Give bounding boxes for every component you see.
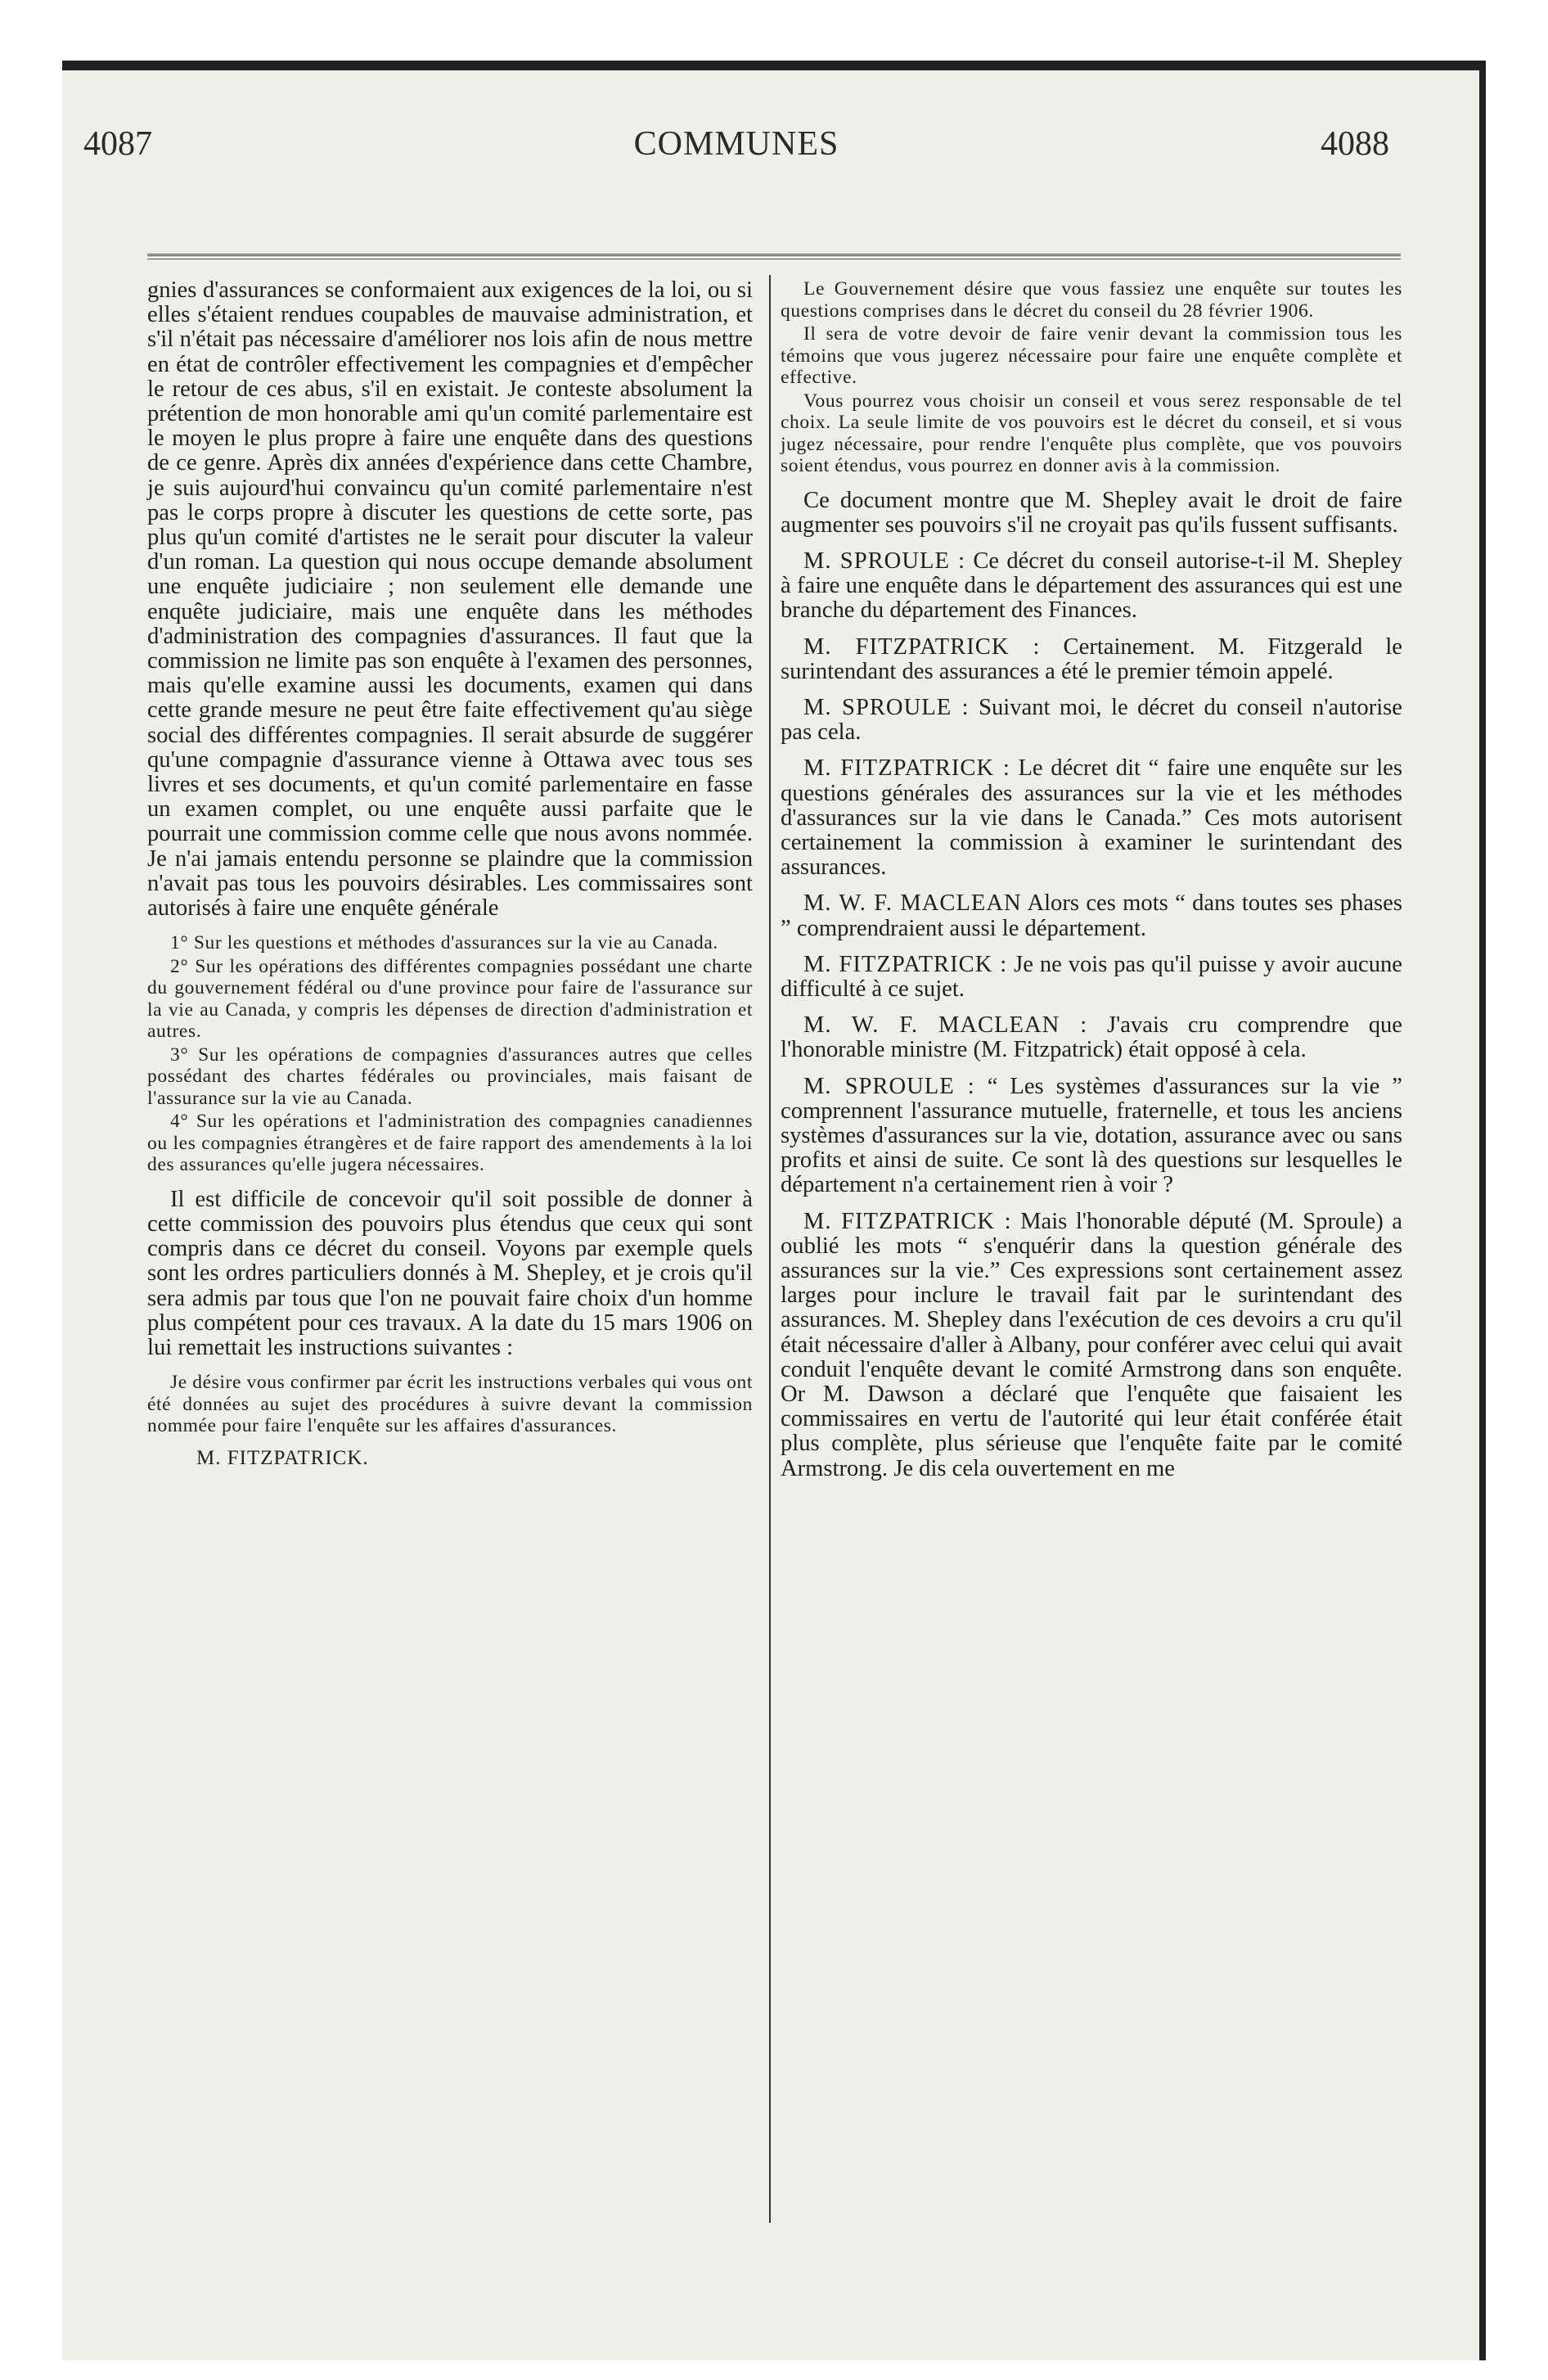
quoted-item: 2° Sur les opérations des différentes compagnies possédant une charte du gouvernement fédéral ou d'une province pour faire de l'assurance sur la vie au Canada, y compris les dépenses de direction d'administration et autres. [147, 955, 753, 1043]
speaker-name: M. W. F. MACLEAN : [803, 1012, 1088, 1039]
speaker-name: M. SPROULE : [803, 1073, 975, 1099]
speaker-name: M. SPROULE : [803, 548, 966, 574]
paragraph: gnies d'assurances se conformaient aux exigences de la loi, ou si elles s'étaient rendues coupables de mauvaise administration, et s'il n'était pas nécessaire d'améliorer nos lois afin de nous mettre en état de contrôler effectivement les compagnies et d'empêcher le retour de ces abus, s'il en existait. Je conteste absolument la prétention de mon honorable ami qu'un comité parlementaire est le moyen le plus propre à faire une enquête dans des questions de ce genre. Après dix années d'expérience dans cette Chambre, je suis aujourd'hui convaincu qu'un comité parlementaire n'est pas le corps propre à discuter les questions de cette sorte, pas plus qu'un comité d'artistes ne le serait pour discuter la valeur d'un roman. La question qui nous occupe demande absolument une enquête judiciaire ; non seulement elle demande une enquête judiciaire, mais une enquête dans les méthodes d'administration des compagnies d'assurances. Il faut que la commission ne limite pas son enquête à l'examen des personnes, mais qu'elle examine aussi les documents, examen qui dans cette grande mesure ne peut être faite effectivement qu'au siège social des différentes compagnies. Il serait absurde de suggérer qu'une compagnie d'assurance vienne à Ottawa avec tous ses livres et ses documents, et qu'un comité parlementaire en fasse un examen complet, ou une enquête aussi parfaite que le pourrait une commission comme celle que nous avons nommée. Je n'ai jamais entendu personne se plaindre que la commission n'avait pas tous les pouvoirs désirables. Les commissaires sont autorisés à faire une enquête générale [147, 277, 753, 922]
speaker-name: M. FITZPATRICK : [803, 755, 1010, 782]
page-number-right: 4088 [1321, 125, 1389, 163]
speech-text: “ Les systèmes d'assurances sur la vie ” comprennent l'assurance mutuelle, fraternelle, et tous les anciens systèmes d'assurances sur la vie, dotation, assurance avec ou sans profits et ainsi de suite. Ce sont là des questions sur lesquelles le département n'a certainement rien à voir ? [781, 1073, 1402, 1198]
speech-text: Je ne vois pas qu'il puisse y avoir aucune difficulté à ce sujet. [781, 951, 1402, 1002]
page-title: COMMUNES [633, 125, 839, 163]
speech [781, 1210, 1402, 1481]
speech-text: Certainement. M. Fitzgerald le surintendant des assurances a été le premier témoin appelé. [781, 633, 1403, 684]
speaker-name: M. SPROULE : [803, 694, 970, 720]
speech-text: Suivant moi, le décret du conseil n'autorise pas cela. [781, 694, 1402, 746]
speech-text: Ce décret du conseil autorise-t-il M. Shepley à faire une enquête dans le département des assurances qui est une branche du département des Finances. [781, 548, 1402, 624]
speaker-name: M. FITZPATRICK : [803, 1208, 1012, 1234]
page-number-left: 4087 [83, 125, 152, 163]
speech [781, 756, 1402, 880]
paragraph: Il est difficile de concevoir qu'il soit possible de donner à cette commission des pouvoirs plus étendus que ceux qui sont compris dans ce décret du conseil. Voyons par exemple quels sont les ordres particuliers donnés à M. Shepley, et je crois qu'il sera admis par tous que l'on ne pouvait faire choix d'un homme plus compétent pour ces travaux. A la date du 15 mars 1906 on lui remettait les instructions suivantes : [147, 1186, 753, 1360]
right-column [781, 278, 1402, 1481]
speech [781, 953, 1402, 1002]
quoted-instruction: Vous pourrez vous choisir un conseil et vous serez responsable de tel choix. La seule limite de vos pouvoirs est le décret du conseil, et si vous jugez nécessaire, pour rendre l'enquête plus complète, que vos pouvoirs soient étendus, vous pourrez en donner avis à la commission. [781, 390, 1402, 476]
signature: M. FITZPATRICK. [196, 1446, 369, 1469]
speech [781, 549, 1402, 624]
speech-text: Alors ces mots “ dans toutes ses phases ” comprendraient aussi le département. [781, 890, 1402, 941]
speech-text: Le décret dit “ faire une enquête sur les questions générales des assurances sur la vie et les méthodes d'assurances sur la vie dans le Canada.” Ces mots autorisent certainement la commission à examiner le surintendant des assurances. [781, 755, 1402, 881]
speech-text: Mais l'honorable député (M. Sproule) a oublié les mots “ s'enquérir dans la question générale des assurances sur la vie.” Ces expressions sont certainement assez larges pour inclure le travail fait par le surintendant des assurances. M. Shepley dans l'exécution de ces devoirs a cru qu'il était nécessaire d'aller à Albany, pour conférer avec celui qui avait conduit l'enquête devant le comité Armstrong dans son enquête. Or M. Dawson a déclaré que l'enquête que faisaient les commissaires en vertu de l'autorité qui leur était conférée était plus complète, plus sérieuse que l'enquête faite par le comité Armstrong. Je dis cela ouvertement en me [781, 1208, 1403, 1481]
header-rule [147, 254, 1401, 256]
speaker-name: M. FITZPATRICK : [803, 633, 1041, 660]
paragraph: Ce document montre que M. Shepley avait le droit de faire augmenter ses pouvoirs s'il ne croyait pas qu'ils fussent suffisants. [781, 487, 1402, 538]
quoted-item: 3° Sur les opérations de compagnies d'assurances autres que celles possédant des chartes fédérales ou provinciales, mais faisant de l'assurance sur la vie au Canada. [147, 1044, 753, 1109]
speech [781, 1075, 1402, 1198]
quoted-item: 4° Sur les opérations et l'administration des compagnies canadiennes ou les compagnies étrangères et de faire rapport des amendements à la loi des assurances qu'elle jugera nécessaires. [147, 1111, 753, 1176]
speaker-name: M. W. F. MACLEAN [803, 890, 1022, 917]
quoted-instruction: Je désire vous confirmer par écrit les instructions verbales qui vous ont été données au sujet des procédures à suivre devant la commission nommée pour faire l'enquête sur les affaires d'assurances. [147, 1372, 753, 1437]
quoted-instruction: Il sera de votre devoir de faire venir devant la commission tous les témoins que vous jugerez nécessaire pour faire une enquête complète et effective. [781, 323, 1402, 388]
speech [781, 696, 1402, 745]
speaker-name: M. FITZPATRICK : [803, 951, 1008, 977]
speech [781, 891, 1402, 940]
quoted-instruction: Le Gouvernement désire que vous fassiez une enquête sur toutes les questions comprises dans le décret du conseil du 28 février 1906. [781, 278, 1402, 322]
quoted-item: 1° Sur les questions et méthodes d'assurances sur la vie au Canada. [170, 932, 718, 954]
speech [781, 635, 1402, 684]
speech-text: J'avais cru comprendre que l'honorable ministre (M. Fitzpatrick) était opposé à cela. [781, 1012, 1402, 1063]
column-divider [769, 275, 771, 2223]
page-header [83, 124, 1389, 182]
left-column [147, 278, 753, 1470]
speech [781, 1013, 1402, 1062]
